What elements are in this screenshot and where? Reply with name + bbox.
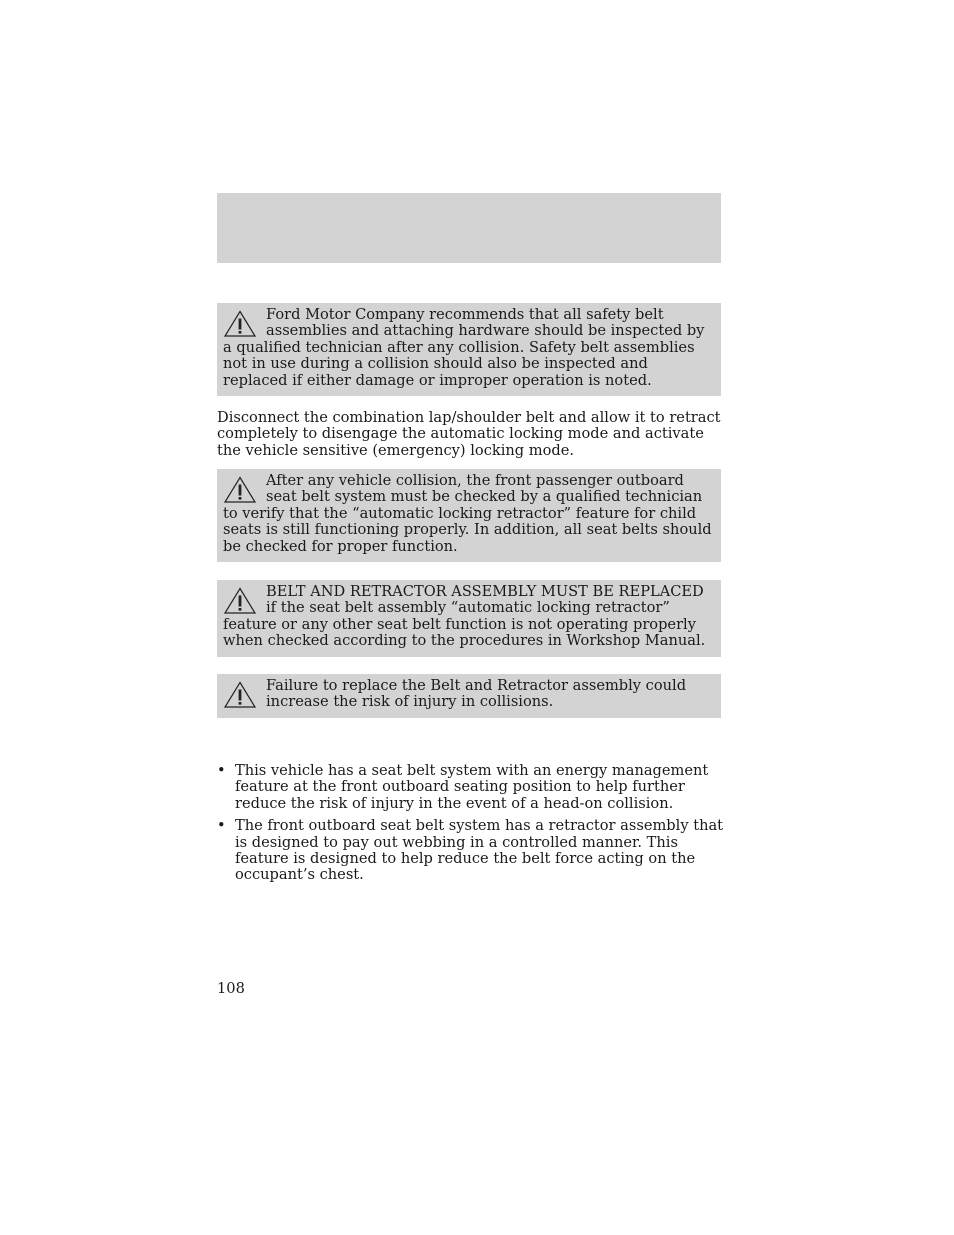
warning-box-replace-assembly	[217, 580, 721, 657]
warning-text: Failure to replace the Belt and Retractor assembly could increase the risk of injury in collisions.	[266, 677, 687, 711]
page-number: 108	[217, 980, 245, 997]
bullet-list	[217, 763, 727, 890]
body-paragraph: Disconnect the combination lap/shoulder belt and allow it to retract completely to disengage the automatic locking mode and activate the vehicle sensitive (emergency) locking mode.	[217, 409, 721, 459]
bullet-marker: •	[217, 762, 226, 779]
section-header-band	[217, 193, 721, 263]
list-item-text: This vehicle has a seat belt system with an energy management feature at the front outboard seating position to help further reduce the risk of injury in the event of a head-on collision.	[235, 762, 709, 812]
list-item	[217, 818, 727, 884]
warning-triangle-icon	[223, 310, 257, 338]
warning-box-inspection	[217, 303, 721, 396]
warning-box-collision-check	[217, 469, 721, 562]
warning-triangle-icon	[223, 476, 257, 504]
warning-text: After any vehicle collision, the front passenger outboard seat belt system must be checked by a qualified technician to verify that the “automatic locking retractor” feature for child seats is still functioning properly. In addition, all seat belts should be checked for proper function.	[223, 472, 712, 555]
list-item	[217, 763, 727, 812]
warning-box-injury-risk	[217, 674, 721, 718]
warning-triangle-icon	[223, 681, 257, 709]
bullet-marker: •	[217, 817, 226, 835]
warning-text: Ford Motor Company recommends that all safety belt assemblies and attaching hardware should be inspected by a qualified technician after any collision. Safety belt assemblies not in use during a collision should also be inspected and replaced if either damage or improper operation is noted.	[223, 306, 705, 389]
warning-text: BELT AND RETRACTOR ASSEMBLY MUST BE REPLACED if the seat belt assembly “automatic locking retractor” feature or any other seat belt function is not operating properly when checked according to the procedures in Workshop Manual.	[223, 583, 706, 650]
list-item-text: The front outboard seat belt system has a retractor assembly that is designed to pay out webbing in a controlled manner. This feature is designed to help reduce the belt force acting on the occupant’s chest.	[235, 817, 724, 884]
warning-triangle-icon	[223, 587, 257, 615]
